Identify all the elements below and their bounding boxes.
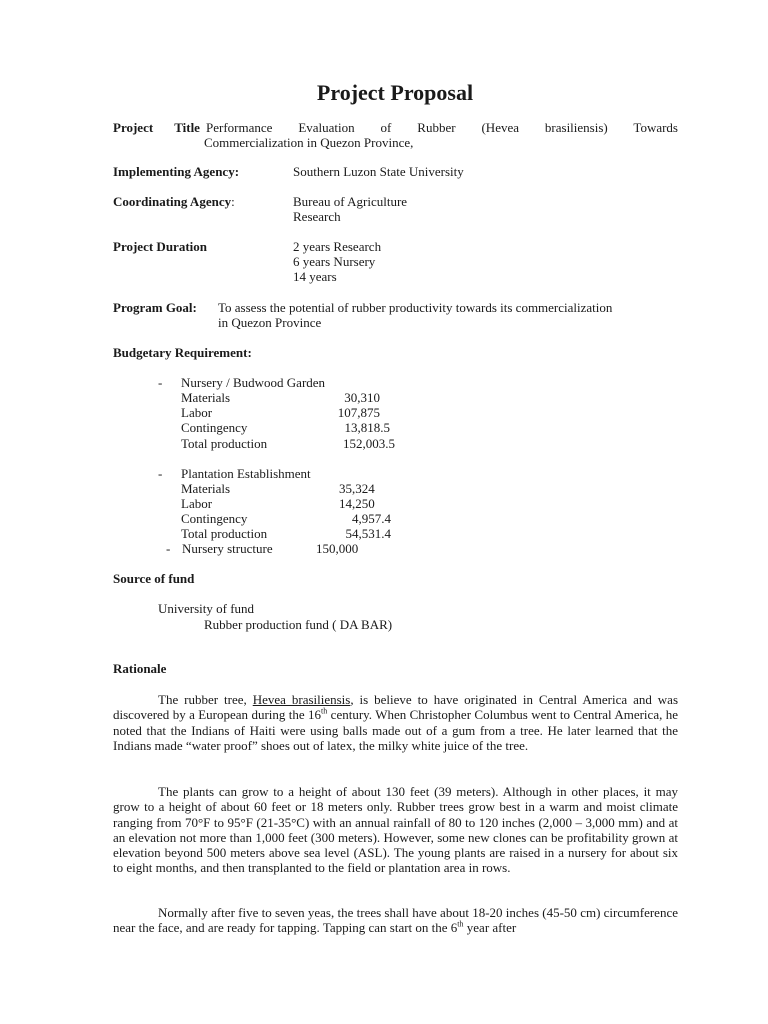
rationale-paragraph-3: Normally after five to seven yeas, the trees shall have about 18-20 inches (45-50 cm) circumference near the face, and are ready for tapping. Tapping can start on the 6th year after <box>113 905 678 936</box>
source-of-fund-line1: University of fund <box>158 601 255 616</box>
budget-row-label: Materials <box>181 390 231 405</box>
rationale-heading: Rationale <box>113 661 167 676</box>
budget-row-value: 13,818.5 <box>344 420 390 435</box>
rationale-paragraph-1: The rubber tree, Hevea brasiliensis, is believe to have originated in Central America and was discovered by a European during the 16th century. When Christopher Columbus went to Central America, he noted that the Indians of Haiti were using balls made out of a gum from a tree. He later learned that the Indians made “water proof” shoes out of latex, the milky white juice of the tree. <box>113 692 678 753</box>
coordinating-agency-label: Coordinating Agency: <box>113 194 235 209</box>
bullet-dash: - <box>158 466 163 481</box>
duration-line: 6 years Nursery <box>293 254 376 269</box>
source-of-fund-heading: Source of fund <box>113 571 195 586</box>
nursery-title: Nursery / Budwood Garden <box>181 375 326 390</box>
budget-row-value: 107,875 <box>337 405 380 420</box>
species-name: Hevea brasiliensis <box>252 692 351 707</box>
budget-row-label: Contingency <box>181 511 248 526</box>
budget-row-value: 152,003.5 <box>343 436 395 451</box>
coordinating-agency-line2: Research <box>293 209 341 224</box>
budget-heading: Budgetary Requirement: <box>113 345 252 360</box>
implementing-agency-value: Southern Luzon State University <box>293 164 464 179</box>
bullet-dash: - <box>166 541 171 556</box>
plantation-title: Plantation Establishment <box>181 466 311 481</box>
project-duration-label: Project Duration <box>113 239 207 254</box>
duration-line: 14 years <box>293 269 337 284</box>
budget-row-value: 14,250 <box>339 496 375 511</box>
program-goal-line2: in Quezon Province <box>218 315 322 330</box>
project-title-value-line1: Performance Evaluation of Rubber (Hevea brasiliensis) Towards <box>206 120 678 135</box>
program-goal-line1: To assess the potential of rubber productivity towards its commercialization <box>218 300 613 315</box>
budget-row-label: Total production <box>181 526 268 541</box>
nursery-structure-label: Nursery structure <box>182 541 273 556</box>
duration-line: 2 years Research <box>293 239 382 254</box>
budget-row-label: Contingency <box>181 420 248 435</box>
budget-row-label: Materials <box>181 481 231 496</box>
implementing-agency-label: Implementing Agency: <box>113 164 240 179</box>
budget-row-value: 54,531.4 <box>345 526 391 541</box>
page-title: Project Proposal <box>316 80 474 105</box>
project-title-value-line2: Commercialization in Quezon Province, <box>204 135 414 150</box>
budget-row-value: 30,310 <box>344 390 380 405</box>
budget-row-label: Labor <box>181 405 213 420</box>
rationale-paragraph-2: The plants can grow to a height of about 130 feet (39 meters). Although in other places, it may grow to a height of about 60 feet or 18 meters only. Rubber trees grow best in a warm and moist climate ranging from 70°F to 95°F (21-35°C) with an annual rainfall of 80 to 120 inches (2,000 – 3,000 mm) and at an elevation not more than 1,000 feet (300 meters). However, some new clones can be profitability grown at elevation beyond 500 meters above sea level (ASL). The young plants are raised in a nursery for about six to eight months, and then transplanted to the field or plantation area in rows. <box>113 784 678 876</box>
bullet-dash: - <box>158 375 163 390</box>
program-goal-label: Program Goal: <box>113 300 197 315</box>
nursery-structure-value: 150,000 <box>316 541 359 556</box>
coordinating-agency-line1: Bureau of Agriculture <box>293 194 408 209</box>
budget-row-label: Labor <box>181 496 213 511</box>
budget-row-value: 35,324 <box>339 481 375 496</box>
project-title-label: Project Title <box>113 120 200 135</box>
budget-row-value: 4,957.4 <box>352 511 391 526</box>
source-of-fund-line2: Rubber production fund ( DA BAR) <box>204 617 393 632</box>
budget-row-label: Total production <box>181 436 268 451</box>
